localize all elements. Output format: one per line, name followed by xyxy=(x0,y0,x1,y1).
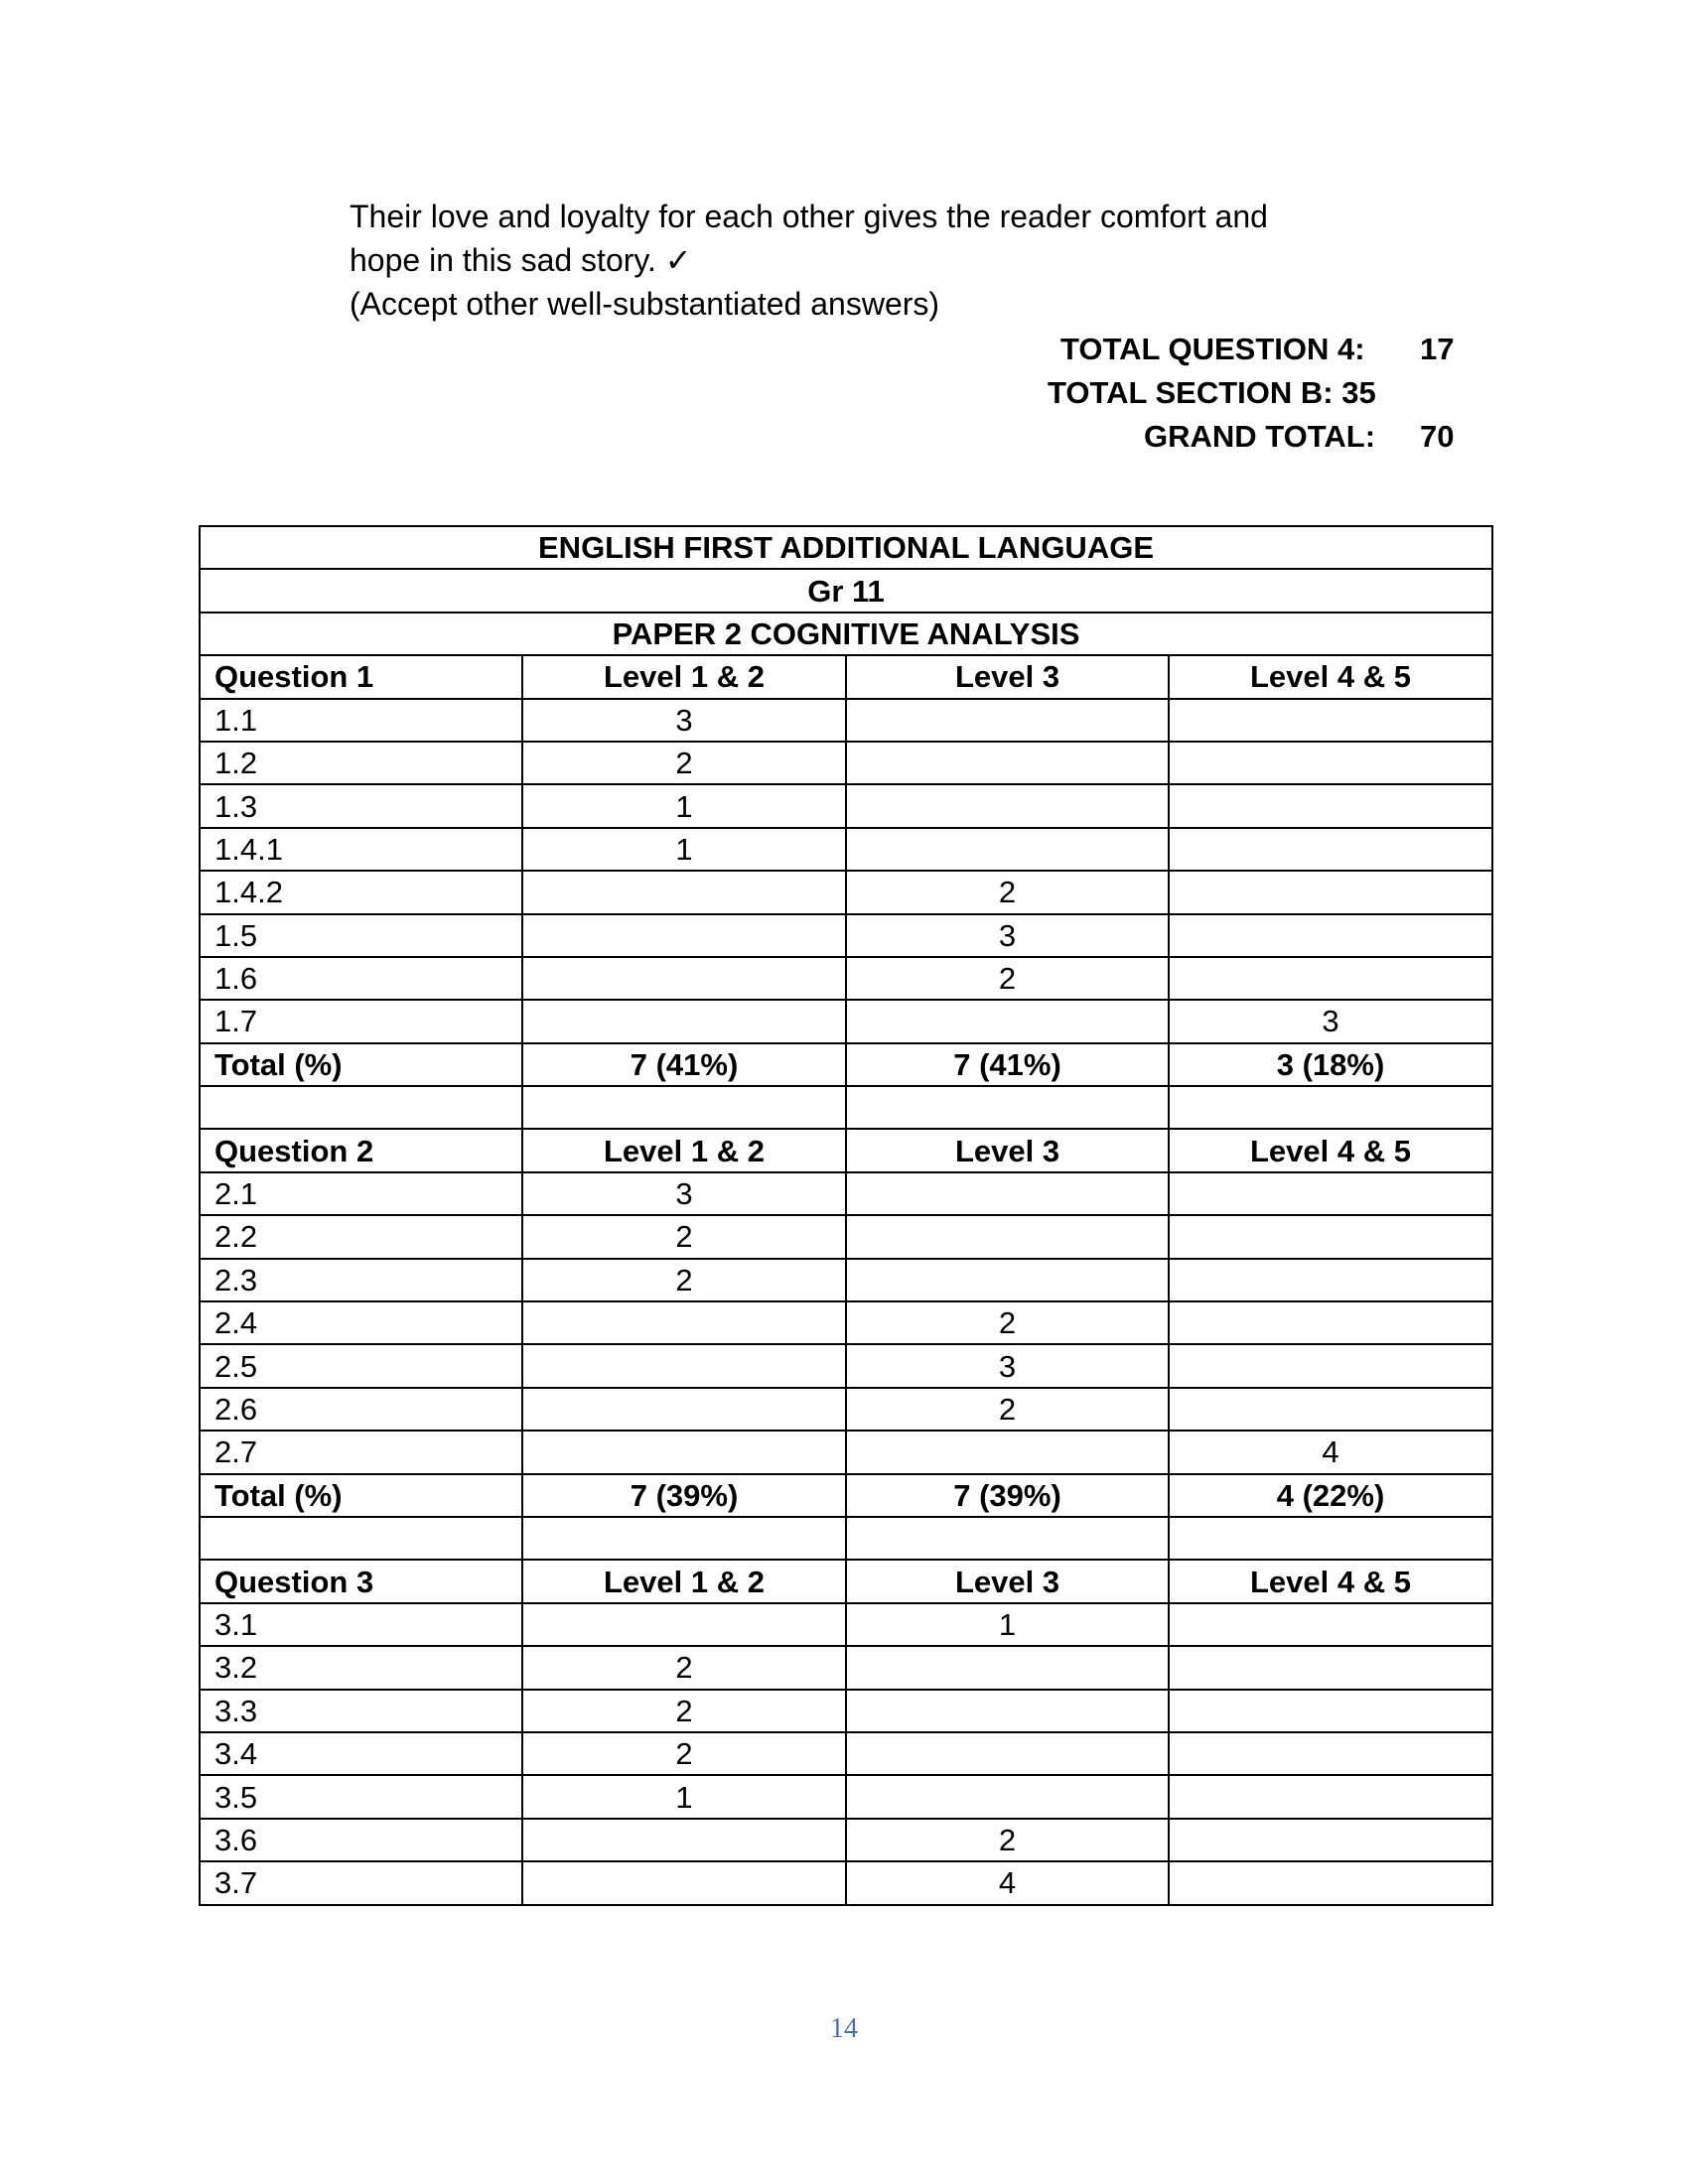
mark-cell xyxy=(846,1000,1169,1042)
question-number: 2.6 xyxy=(200,1388,522,1431)
question-number: 3.2 xyxy=(200,1646,522,1689)
mark-cell: 3 xyxy=(522,1172,846,1215)
total-value: 4 (22%) xyxy=(1169,1474,1492,1517)
spacer-row xyxy=(200,1086,1492,1129)
table-row xyxy=(200,1172,1492,1215)
level-header: Level 1 & 2 xyxy=(522,1129,846,1171)
table-row xyxy=(200,914,1492,957)
mark-cell xyxy=(1169,1646,1492,1689)
level-header: Level 3 xyxy=(846,1129,1169,1171)
question-number: 1.4.2 xyxy=(200,871,522,913)
mark-cell xyxy=(846,1775,1169,1818)
mark-cell xyxy=(1169,1732,1492,1775)
mark-cell xyxy=(846,1172,1169,1215)
intro-text xyxy=(350,195,1462,326)
mark-cell xyxy=(522,1431,846,1473)
table-row xyxy=(200,1301,1492,1344)
question-number: 2.7 xyxy=(200,1431,522,1473)
mark-cell: 3 xyxy=(846,1344,1169,1387)
total-value: 7 (39%) xyxy=(522,1474,846,1517)
mark-cell xyxy=(846,1690,1169,1732)
mark-cell xyxy=(1169,1344,1492,1387)
level-header: Level 3 xyxy=(846,655,1169,698)
mark-cell xyxy=(1169,828,1492,871)
total-question-4-label: TOTAL QUESTION 4: xyxy=(1060,332,1365,366)
question-number: 2.1 xyxy=(200,1172,522,1215)
question-number: 3.1 xyxy=(200,1603,522,1646)
mark-cell: 1 xyxy=(846,1603,1169,1646)
level-header: Level 4 & 5 xyxy=(1169,1129,1492,1171)
empty-cell xyxy=(522,1517,846,1560)
total-label: Total (%) xyxy=(200,1043,522,1086)
table-row xyxy=(200,1819,1492,1861)
mark-cell: 4 xyxy=(1169,1431,1492,1473)
mark-cell xyxy=(522,957,846,1000)
mark-cell xyxy=(846,1259,1169,1301)
table-row xyxy=(200,1861,1492,1904)
table-subtitle-row xyxy=(200,613,1492,655)
empty-cell xyxy=(1169,1517,1492,1560)
mark-cell: 4 xyxy=(846,1861,1169,1904)
question-number: 3.4 xyxy=(200,1732,522,1775)
mark-cell xyxy=(1169,784,1492,827)
q1-total-row xyxy=(200,1043,1492,1086)
question-label: Question 1 xyxy=(200,655,522,698)
q1-header-row xyxy=(200,655,1492,698)
mark-cell: 2 xyxy=(846,1388,1169,1431)
empty-cell xyxy=(846,1086,1169,1129)
question-number: 1.4.1 xyxy=(200,828,522,871)
total-question-4-value: 17 xyxy=(1420,332,1455,366)
question-number: 3.3 xyxy=(200,1690,522,1732)
mark-cell: 2 xyxy=(846,1819,1169,1861)
question-label: Question 2 xyxy=(200,1129,522,1171)
table-title-row xyxy=(200,526,1492,569)
mark-cell xyxy=(1169,1388,1492,1431)
question-number: 2.5 xyxy=(200,1344,522,1387)
table-row xyxy=(200,699,1492,742)
level-header: Level 1 & 2 xyxy=(522,655,846,698)
mark-cell: 2 xyxy=(522,1690,846,1732)
empty-cell xyxy=(1169,1086,1492,1129)
empty-cell xyxy=(200,1086,522,1129)
mark-cell xyxy=(522,1388,846,1431)
grand-total-label: GRAND TOTAL: xyxy=(1144,419,1376,454)
q2-total-row xyxy=(200,1474,1492,1517)
q3-header-row xyxy=(200,1560,1492,1602)
level-header: Level 4 & 5 xyxy=(1169,655,1492,698)
q2-header-row xyxy=(200,1129,1492,1171)
table-row xyxy=(200,871,1492,913)
mark-cell xyxy=(1169,1690,1492,1732)
mark-cell xyxy=(522,1344,846,1387)
table-row xyxy=(200,957,1492,1000)
table-subtitle: PAPER 2 COGNITIVE ANALYSIS xyxy=(200,613,1492,655)
mark-cell: 2 xyxy=(846,957,1169,1000)
mark-cell xyxy=(522,1861,846,1904)
level-header: Level 4 & 5 xyxy=(1169,1560,1492,1602)
mark-cell xyxy=(522,1301,846,1344)
mark-cell: 2 xyxy=(522,1646,846,1689)
mark-cell xyxy=(1169,871,1492,913)
mark-cell xyxy=(846,1732,1169,1775)
question-number: 1.1 xyxy=(200,699,522,742)
question-number: 3.5 xyxy=(200,1775,522,1818)
mark-cell: 2 xyxy=(522,1732,846,1775)
level-header: Level 1 & 2 xyxy=(522,1560,846,1602)
question-number: 1.5 xyxy=(200,914,522,957)
intro-line-1: Their love and loyalty for each other gives the reader comfort and xyxy=(350,199,1268,234)
table-row xyxy=(200,784,1492,827)
mark-cell xyxy=(1169,1259,1492,1301)
total-value: 7 (39%) xyxy=(846,1474,1169,1517)
intro-line-3: (Accept other well-substantiated answers) xyxy=(350,286,940,322)
mark-cell xyxy=(1169,957,1492,1000)
mark-cell xyxy=(846,828,1169,871)
table-row xyxy=(200,1646,1492,1689)
mark-cell xyxy=(522,1000,846,1042)
page-number: 14 xyxy=(830,2013,858,2044)
mark-cell xyxy=(846,742,1169,784)
table-row xyxy=(200,1690,1492,1732)
mark-cell xyxy=(522,1819,846,1861)
mark-cell: 2 xyxy=(522,1259,846,1301)
table-row xyxy=(200,1388,1492,1431)
question-number: 1.6 xyxy=(200,957,522,1000)
mark-cell xyxy=(522,871,846,913)
table-row xyxy=(200,828,1492,871)
question-number: 2.4 xyxy=(200,1301,522,1344)
mark-cell xyxy=(1169,1215,1492,1258)
mark-cell: 1 xyxy=(522,828,846,871)
table-grade-row xyxy=(200,569,1492,612)
mark-cell xyxy=(846,1646,1169,1689)
mark-cell: 2 xyxy=(846,1301,1169,1344)
table-grade: Gr 11 xyxy=(200,569,1492,612)
mark-cell xyxy=(522,914,846,957)
spacer-row xyxy=(200,1517,1492,1560)
mark-cell: 3 xyxy=(1169,1000,1492,1042)
table-row xyxy=(200,1000,1492,1042)
table-row xyxy=(200,1775,1492,1818)
grand-total-value: 70 xyxy=(1420,419,1455,454)
table-row xyxy=(200,1603,1492,1646)
empty-cell xyxy=(200,1517,522,1560)
empty-cell xyxy=(846,1517,1169,1560)
mark-cell xyxy=(846,699,1169,742)
table-row xyxy=(200,742,1492,784)
mark-cell xyxy=(846,784,1169,827)
table-row xyxy=(200,1259,1492,1301)
question-number: 1.3 xyxy=(200,784,522,827)
question-label: Question 3 xyxy=(200,1560,522,1602)
question-number: 2.2 xyxy=(200,1215,522,1258)
level-header: Level 3 xyxy=(846,1560,1169,1602)
table-row xyxy=(200,1344,1492,1387)
question-number: 3.7 xyxy=(200,1861,522,1904)
total-value: 7 (41%) xyxy=(846,1043,1169,1086)
mark-cell xyxy=(1169,1172,1492,1215)
mark-cell xyxy=(1169,914,1492,957)
question-number: 1.7 xyxy=(200,1000,522,1042)
mark-cell: 3 xyxy=(846,914,1169,957)
total-value: 3 (18%) xyxy=(1169,1043,1492,1086)
table-row xyxy=(200,1431,1492,1473)
mark-cell: 2 xyxy=(522,1215,846,1258)
total-section-b: TOTAL SECTION B: 35 xyxy=(1048,375,1376,410)
mark-cell xyxy=(1169,1301,1492,1344)
empty-cell xyxy=(522,1086,846,1129)
total-value: 7 (41%) xyxy=(522,1043,846,1086)
mark-cell xyxy=(1169,699,1492,742)
question-number: 1.2 xyxy=(200,742,522,784)
mark-cell: 2 xyxy=(522,742,846,784)
mark-cell xyxy=(1169,1603,1492,1646)
mark-cell xyxy=(1169,1775,1492,1818)
mark-cell xyxy=(1169,742,1492,784)
question-number: 3.6 xyxy=(200,1819,522,1861)
total-label: Total (%) xyxy=(200,1474,522,1517)
mark-cell xyxy=(1169,1819,1492,1861)
mark-cell: 3 xyxy=(522,699,846,742)
table-row xyxy=(200,1732,1492,1775)
intro-line-2: hope in this sad story. ✓ xyxy=(350,242,692,278)
mark-cell: 1 xyxy=(522,784,846,827)
mark-cell: 1 xyxy=(522,1775,846,1818)
mark-cell xyxy=(1169,1861,1492,1904)
mark-cell xyxy=(846,1431,1169,1473)
table-row xyxy=(200,1215,1492,1258)
mark-cell: 2 xyxy=(846,871,1169,913)
table-title: ENGLISH FIRST ADDITIONAL LANGUAGE xyxy=(200,526,1492,569)
mark-cell xyxy=(846,1215,1169,1258)
cognitive-analysis-table xyxy=(199,525,1493,1906)
mark-cell xyxy=(522,1603,846,1646)
question-number: 2.3 xyxy=(200,1259,522,1301)
